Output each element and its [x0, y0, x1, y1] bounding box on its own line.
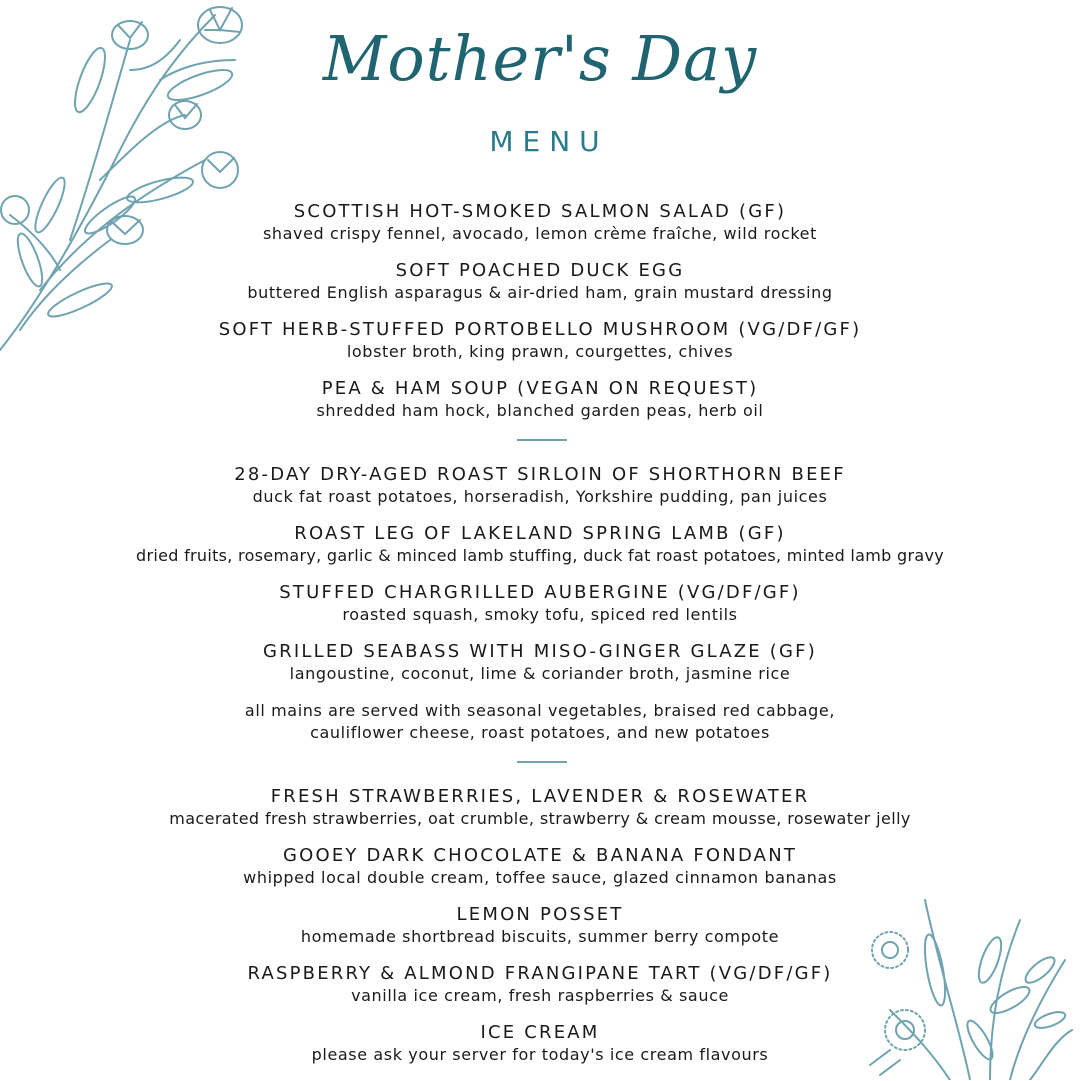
dish-description: vanilla ice cream, fresh raspberries & sauce [351, 986, 729, 1005]
menu-item [0, 201, 1080, 260]
dish-description: homemade shortbread biscuits, summer berry compote [300, 927, 780, 946]
menu-item [0, 641, 1080, 700]
dish-description: please ask your server for today's ice cream flavours [311, 1045, 769, 1064]
dish-description: roasted squash, smoky tofu, spiced red lentils [342, 605, 738, 624]
dish-name: RASPBERRY & ALMOND FRANGIPANE TART (VG/DF/GF) [247, 963, 833, 984]
dish-name: 28-DAY DRY-AGED ROAST SIRLOIN OF SHORTHORN BEEF [234, 464, 846, 485]
dish-name: GOOEY DARK CHOCOLATE & BANANA FONDANT [282, 845, 798, 866]
section-divider [517, 439, 567, 441]
menu-item [0, 963, 1080, 1022]
dish-name: PEA & HAM SOUP (VEGAN ON REQUEST) [321, 378, 759, 399]
menu-item [0, 523, 1080, 582]
mains-note [0, 700, 1080, 744]
dish-description: duck fat roast potatoes, horseradish, Yorkshire pudding, pan juices [252, 487, 828, 506]
menu-item [0, 845, 1080, 904]
dish-name: ROAST LEG OF LAKELAND SPRING LAMB (GF) [294, 523, 786, 544]
dish-description: dried fruits, rosemary, garlic & minced lamb stuffing, duck fat roast potatoes, minted lamb gravy [136, 546, 944, 565]
menu-item [0, 904, 1080, 963]
dish-description: buttered English asparagus & air-dried ham, grain mustard dressing [247, 283, 833, 302]
menu-item [0, 1022, 1080, 1081]
menu-title: Mother's Day [322, 22, 758, 95]
mains-note-line: all mains are served with seasonal vegetables, braised red cabbage, [244, 701, 836, 720]
menu-item [0, 582, 1080, 641]
dish-description: lobster broth, king prawn, courgettes, chives [346, 342, 734, 361]
dish-name: STUFFED CHARGRILLED AUBERGINE (VG/DF/GF) [279, 582, 801, 603]
dish-name: SOFT POACHED DUCK EGG [395, 260, 685, 281]
menu-subtitle: MENU [489, 125, 609, 158]
dish-description: shaved crispy fennel, avocado, lemon crème fraîche, wild rocket [262, 224, 818, 243]
section-divider [517, 761, 567, 763]
menu-item [0, 378, 1080, 437]
dish-name: ICE CREAM [480, 1022, 600, 1043]
dish-description: shredded ham hock, blanched garden peas, herb oil [316, 401, 764, 420]
starters-section [0, 201, 1080, 437]
menu-item [0, 260, 1080, 319]
dish-name: FRESH STRAWBERRIES, LAVENDER & ROSEWATER [270, 786, 810, 807]
menu-item [0, 786, 1080, 845]
mains-section [0, 464, 1080, 700]
dish-description: macerated fresh strawberries, oat crumble, strawberry & cream mousse, rosewater jelly [169, 809, 911, 828]
desserts-section [0, 786, 1080, 1081]
dish-name: SOFT HERB-STUFFED PORTOBELLO MUSHROOM (VG/DF/GF) [218, 319, 862, 340]
dish-name: GRILLED SEABASS WITH MISO-GINGER GLAZE (GF) [263, 641, 817, 662]
mains-note-line: cauliflower cheese, roast potatoes, and new potatoes [310, 723, 770, 742]
dish-name: LEMON POSSET [456, 904, 624, 925]
dish-description: langoustine, coconut, lime & coriander broth, jasmine rice [289, 664, 791, 683]
dish-description: whipped local double cream, toffee sauce, glazed cinnamon bananas [243, 868, 837, 887]
dish-name: SCOTTISH HOT-SMOKED SALMON SALAD (GF) [293, 201, 787, 222]
menu-item [0, 464, 1080, 523]
menu-item [0, 319, 1080, 378]
